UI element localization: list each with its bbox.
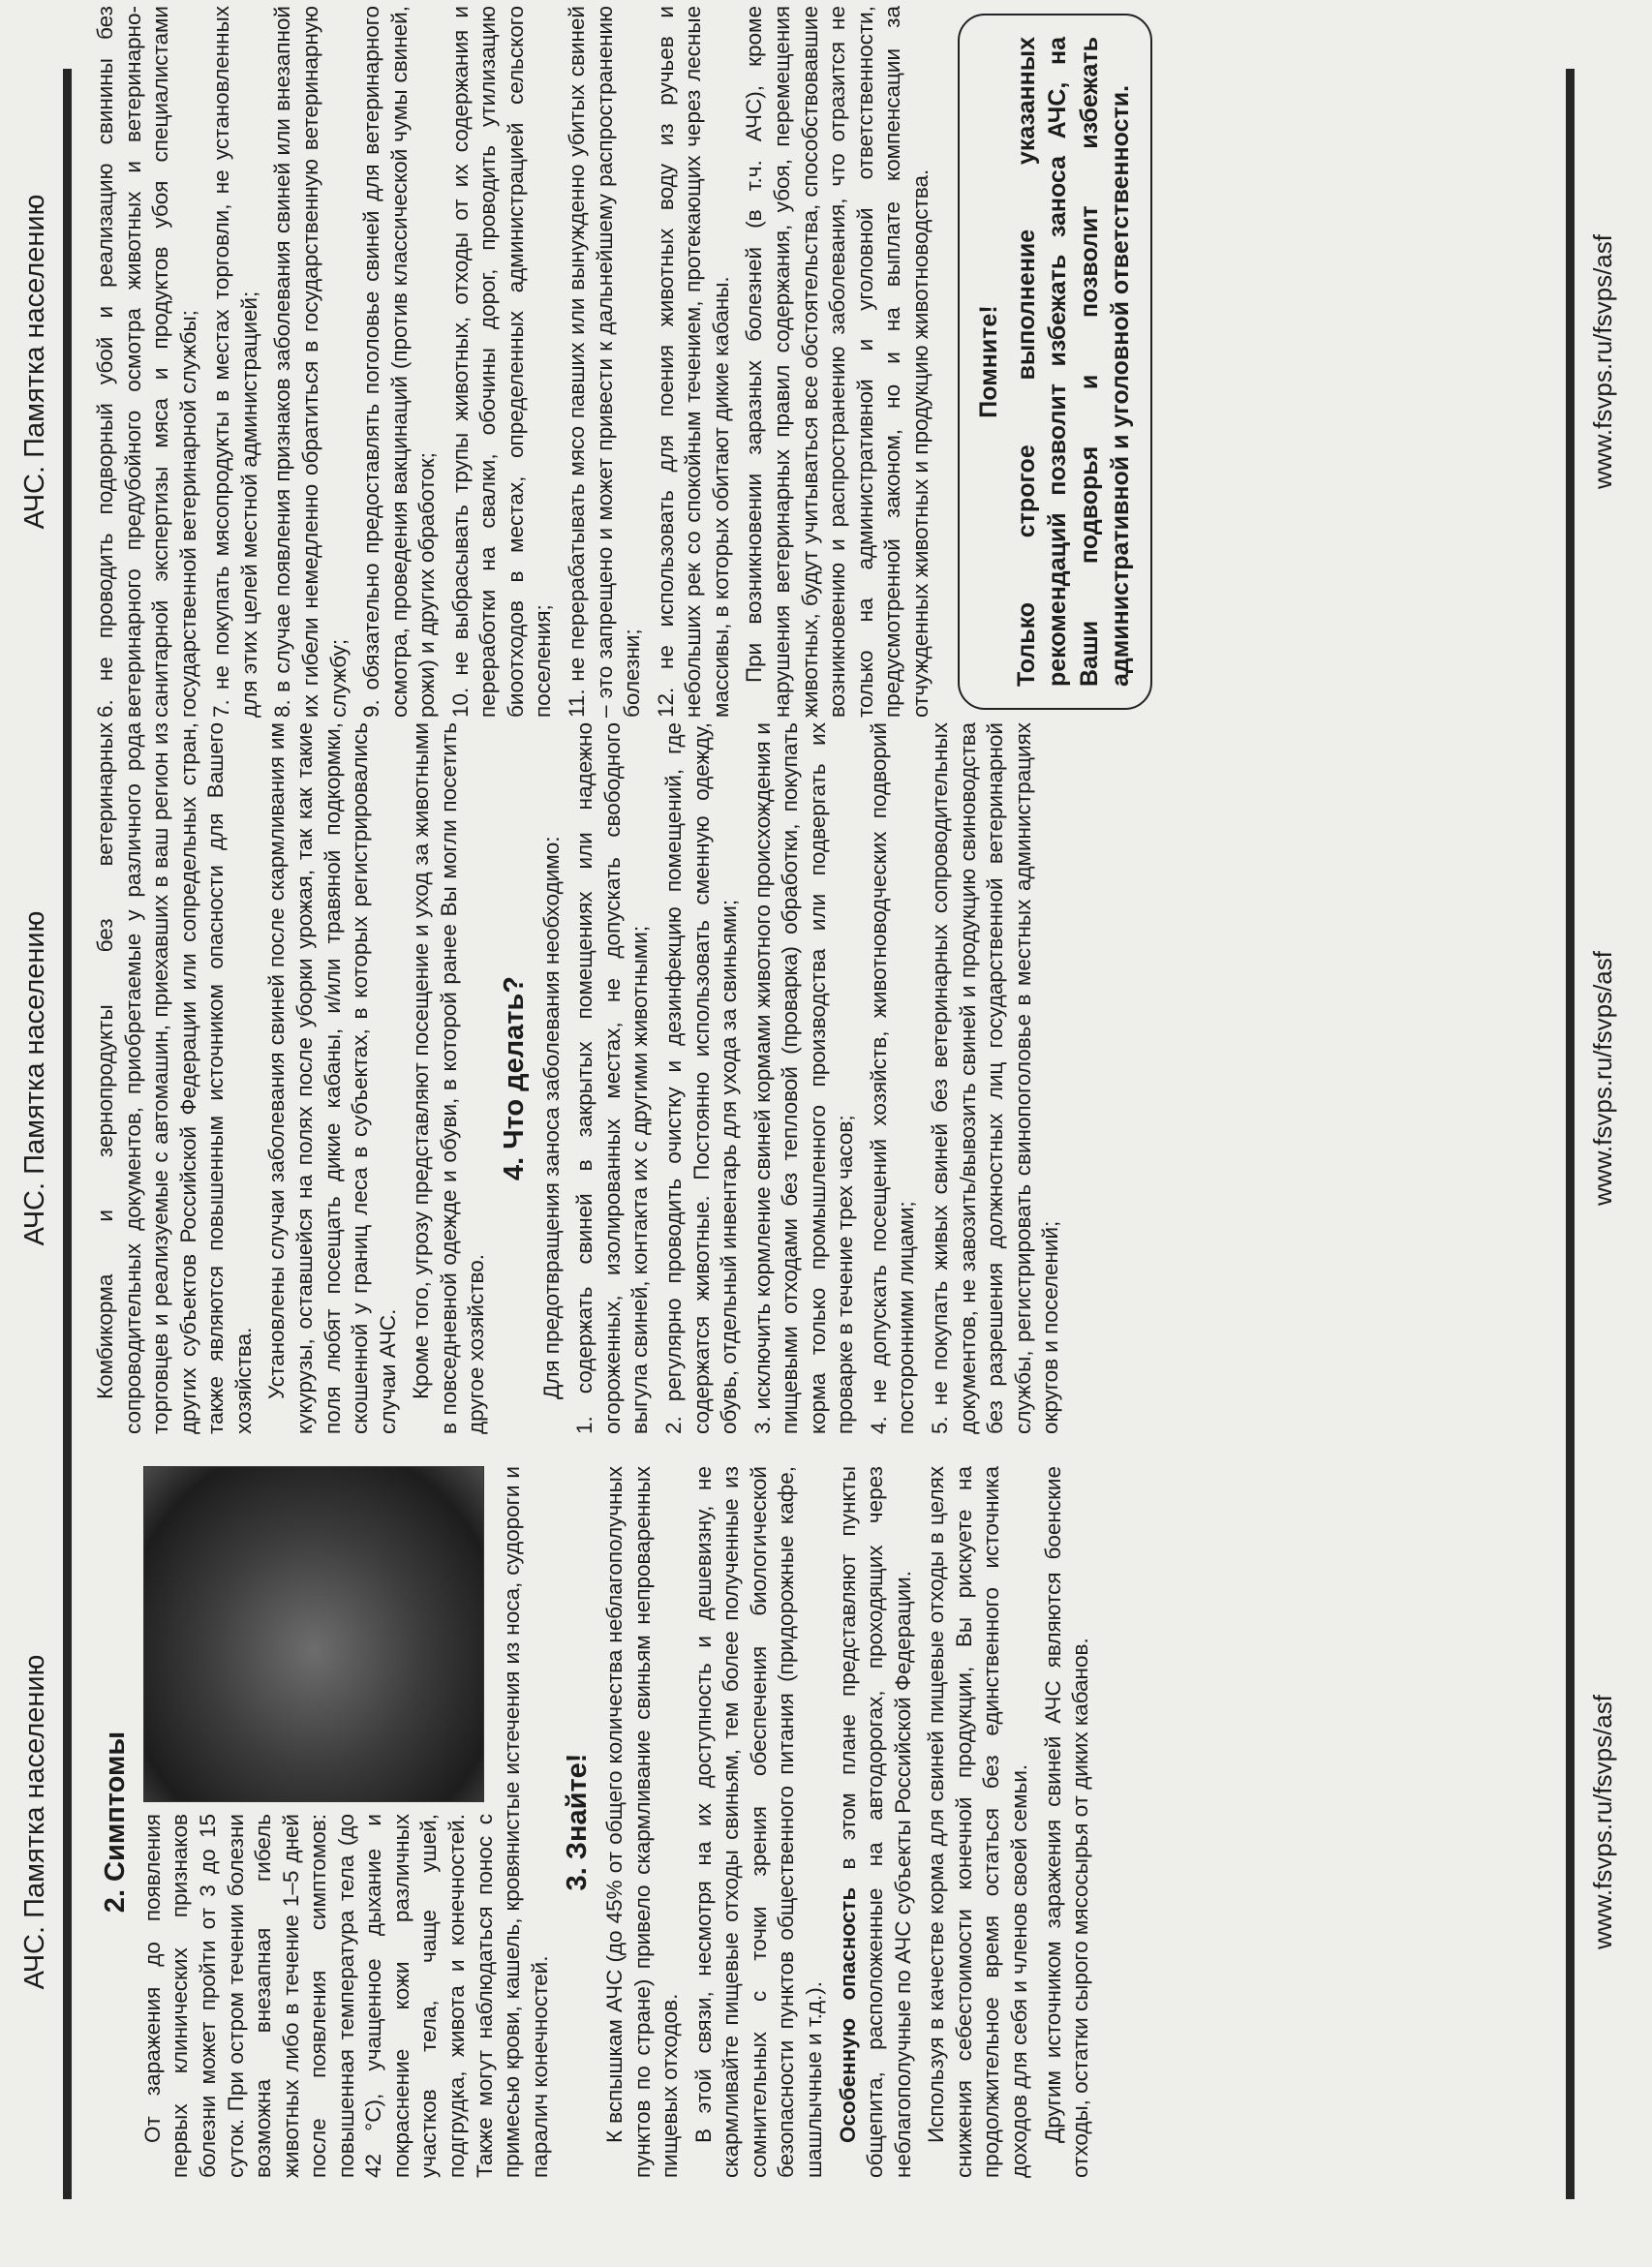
remember-box [958,14,1152,710]
column-body [92,6,1152,718]
list-item: 9. обязательно предоставлять поголовье свиней для ветеринарного осмотра, проведения вакцинаций (против классической чумы свиней, рожи) и других обработок; [359,6,440,718]
list-item: 10. не выбрасывать трупы животных, отходы от их содержания и переработки на свалки, обочины дорог, проводить утилизацию биоотходов в местах, определенных администрацией сельского поселения; [447,6,556,718]
column-body [92,1466,1101,2178]
section-title-know: 3. Знайте! [562,1753,594,1891]
remember-text: Только строгое выполнение указанных рекомендаций позволит избежать заноса АЧС, на Ваши подворья и позволит избежать административной и уголовной ответственности. [1012,37,1135,687]
list-item: 2. регулярно проводить очистку и дезинфекцию помещений, где содержатся животные. Постоянно использовать сменную одежду, обувь, отдельный инвентарь для ухода за свиньями; [660,722,742,1434]
paragraph: От заражения до появления первых клинических признаков болезни может пройти от 3 до 15 суток. При остром течении болезни возможна внезапная гибель животных либо в течение 1–5 дней после появления симптомов: повышенная температура тела (до 42 °С), учащенное дыхание и покраснение кожи различных участков тела, чаще ушей, подгрудка, живота и конечностей. Также могут наблюдаться понос с примесью крови, кашель, кровянистые истечения из носа, судороги и паралич конечностей. [139,1466,552,2178]
paragraph: При возникновении заразных болезней (в т.ч. АЧС), кроме нарушения ветеринарных правил содержания, убоя, перемещения животных, будут учитываться все обстоятельства, способствовавшие возникновению и распространению заболевания, что отразится не только на административной и уголовной ответственности, предусмотренной законом, но и на выплате компенсации за отчужденных животных и продукцию животноводства. [742,6,933,718]
paragraph: К вспышкам АЧС (до 45% от общего количества неблагополучных пунктов по стране) привело скармливание свиньям непроваренных пищевых отходов. [602,1466,683,2178]
column-header: АЧС. Памятка населению [19,1654,50,1990]
column-header: АЧС. Памятка населению [19,910,50,1246]
paragraph: Используя в качестве корма для свиней пищевые отходы в целях снижения себестоимости конечной продукции, Вы рискуете на продолжительное время остаться без единственного источника доходов для себя и членов своей семьи. [924,1466,1031,2178]
remember-title: Помните! [975,305,1003,418]
section-title-what-to-do: 4. Что делать? [498,975,530,1181]
column-footer-url: www.fsvps.ru/fsvps/asf [1588,951,1617,1206]
column-body [92,722,1071,1434]
paragraph-danger [835,1466,918,2178]
column-header: АЧС. Памятка населению [19,194,50,530]
list-item: 4. не допускать посещений хозяйств, животноводческих подворий посторонними лицами; [866,722,919,1434]
paragraph: Установлены случаи заболевания свиней после скармливания им кукурузы, оставшейся на полях после уборки урожая, так как такие поля любят посещать дикие кабаны, и/или травяной подкормки, скошенной у границ леса в субъектах, в которых регистрировались случаи АЧС. [264,722,400,1434]
paragraph: Комбикорма и зернопродукты без ветеринарных сопроводительных документов, приобретаемые у различного рода торговцев и реализуемые с автомашин, приехавших в ваш регион из других субъектов Российской Федерации или сопредельных стран, также являются повышенным источником опасности для Вашего хозяйства. [93,722,256,1434]
list-item: 6. не проводить подворный убой и реализацию свинины без ветеринарного предубойного осмотра животных и ветеринарно-санитарной экспертизы мяса и продуктов убоя специалистами государственной ветеринарной службы; [93,6,200,718]
list-item: 3. исключить кормление свиней кормами животного происхождения и пищевыми отходами без тепловой (проварка) обработки, покупать корма только промышленного производства или подвергать их проварке в течение трех часов; [750,722,858,1434]
list-item: 1. содержать свиней в закрытых помещениях или надежно огороженных, изолированных местах, не допускать свободного выгула свиней, контакта их с другими животными; [572,722,653,1434]
paragraph: Кроме того, угрозу представляют посещение и уход за животными в повседневной одежде и обуви, в которой ранее Вы могли посетить другое хозяйство. [409,722,489,1434]
list-item: 8. в случае появления признаков заболевания свиней или внезапной их гибели немедленно обратиться в государственную ветеринарную службу; [270,6,351,718]
paragraph: В этой связи, несмотря на их доступность и дешевизну, не скармливайте пищевые отходы свиньям, тем более полученные из сомнительных с точки зрения обеспечения биологической безопасности пунктов общественного питания (придорожные кафе, шашлычные и т.д.). [690,1466,827,2178]
pig-photo [143,1466,484,1802]
section-title-symptoms: 2. Симптомы [100,1731,131,1914]
bold-phrase: Особенную опасность [835,1886,860,2143]
column-3 [0,6,1652,718]
list-item: 5. не покупать живых свиней без ветеринарных сопроводительных документов, не завозить/вывозить свиней и продукцию свиноводства без разрешения должностных лиц государственной ветеринарной службы, регистрировать свинопоголовье в местных администрациях округов и поселений; [928,722,1063,1434]
paragraph-rest: в этом плане представляют пункты общепита, расположенные на автодорогах, проходящих через неблагополучные по АЧС субъекты Российской Федерации. [835,1466,915,2178]
column-footer-url: www.fsvps.ru/fsvps/asf [1588,1695,1617,1949]
column-footer-url: www.fsvps.ru/fsvps/asf [1588,234,1617,489]
list-item: 11. не перерабатывать мясо павших или вынужденно убитых свиней – это запрещено и может привести к дальнейшему распространению болезни; [565,6,645,718]
list-item: 12. не использовать для поения животных воду из ручьев и небольших рек со спокойным течением, протекающих через лесные массивы, в которых обитают дикие кабаны. [653,6,733,718]
column-2 [0,722,1652,1434]
paragraph: Другим источником заражения свиней АЧС являются боенские отходы, остатки сырого мясосырья от диких кабанов. [1040,1466,1093,2178]
list-item: 7. не покупать мясопродукты в местах торговли, не установленных для этих целей местной администрацией; [209,6,261,718]
column-1 [0,1466,1652,2178]
paragraph: Для предотвращения заноса заболевания необходимо: [538,836,564,1399]
